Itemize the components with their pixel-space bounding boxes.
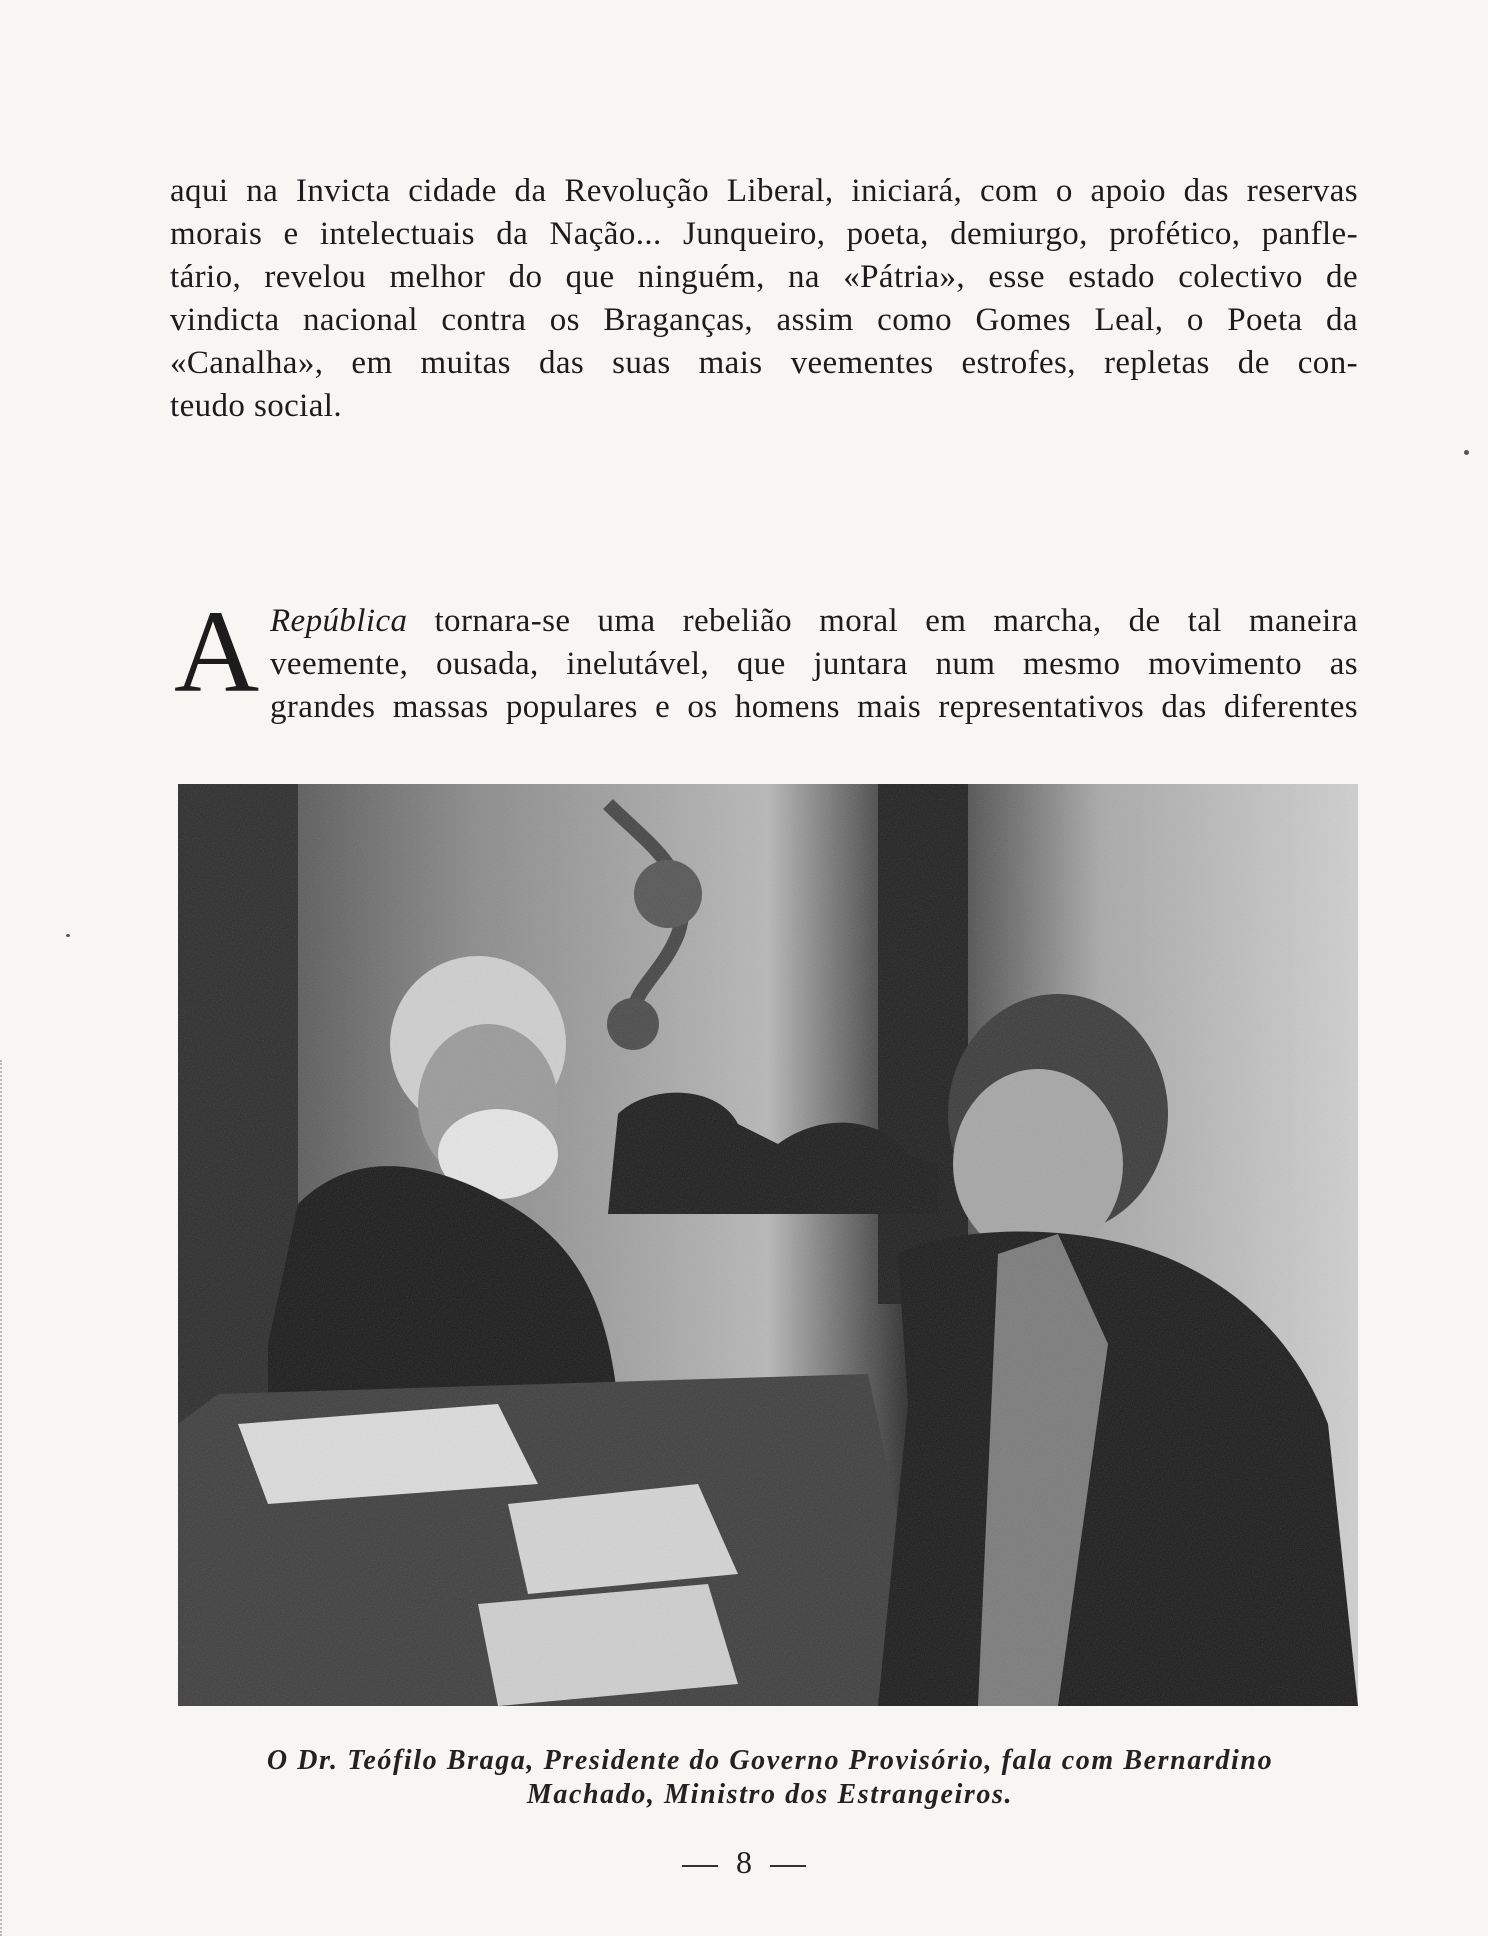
print-speck	[66, 934, 70, 937]
line-rest: tornara-se uma rebelião moral em marcha, de tal maneira	[434, 603, 1358, 639]
caption-line: Machado, Ministro dos Estrangeiros.	[526, 1779, 1014, 1810]
scan-edge	[0, 1060, 4, 1936]
text-line: teudo social.	[170, 388, 342, 424]
text-line: aqui na Invicta cidade da Revolução Liberal, iniciará, com o apoio das reservas	[170, 173, 1358, 209]
text-line: vindicta nacional contra os Braganças, assim como Gomes Leal, o Poeta da	[170, 302, 1358, 338]
print-speck	[1464, 450, 1469, 455]
photo-illustration	[178, 784, 1358, 1706]
drop-cap: A	[174, 586, 260, 717]
text-line	[270, 600, 1358, 643]
text-line: tário, revelou melhor do que ninguém, na «Pátria», esse estado colectivo de	[170, 259, 1358, 295]
page-number-value: 8	[736, 1844, 752, 1880]
dash-left	[682, 1865, 718, 1867]
dash-right	[770, 1865, 806, 1867]
text-line: morais e intelectuais da Nação... Junqueiro, poeta, demiurgo, profético, panfle-	[170, 216, 1358, 252]
photo-caption	[160, 1744, 1380, 1812]
photograph	[178, 784, 1358, 1706]
paragraph-2	[170, 586, 1358, 740]
paragraph-1	[170, 170, 1358, 428]
caption-line: O Dr. Teófilo Braga, Presidente do Governo Provisório, fala com Bernardino	[266, 1745, 1274, 1776]
page-number	[0, 1844, 1488, 1881]
paragraph-2-body	[270, 600, 1358, 729]
text-line: «Canalha», em muitas das suas mais veementes estrofes, repletas de con-	[170, 345, 1358, 381]
text-line: veemente, ousada, inelutável, que juntara num mesmo movimento as	[270, 646, 1358, 682]
text-line: grandes massas populares e os homens mais representativos das diferentes	[270, 689, 1358, 725]
italic-word: República	[270, 603, 408, 639]
